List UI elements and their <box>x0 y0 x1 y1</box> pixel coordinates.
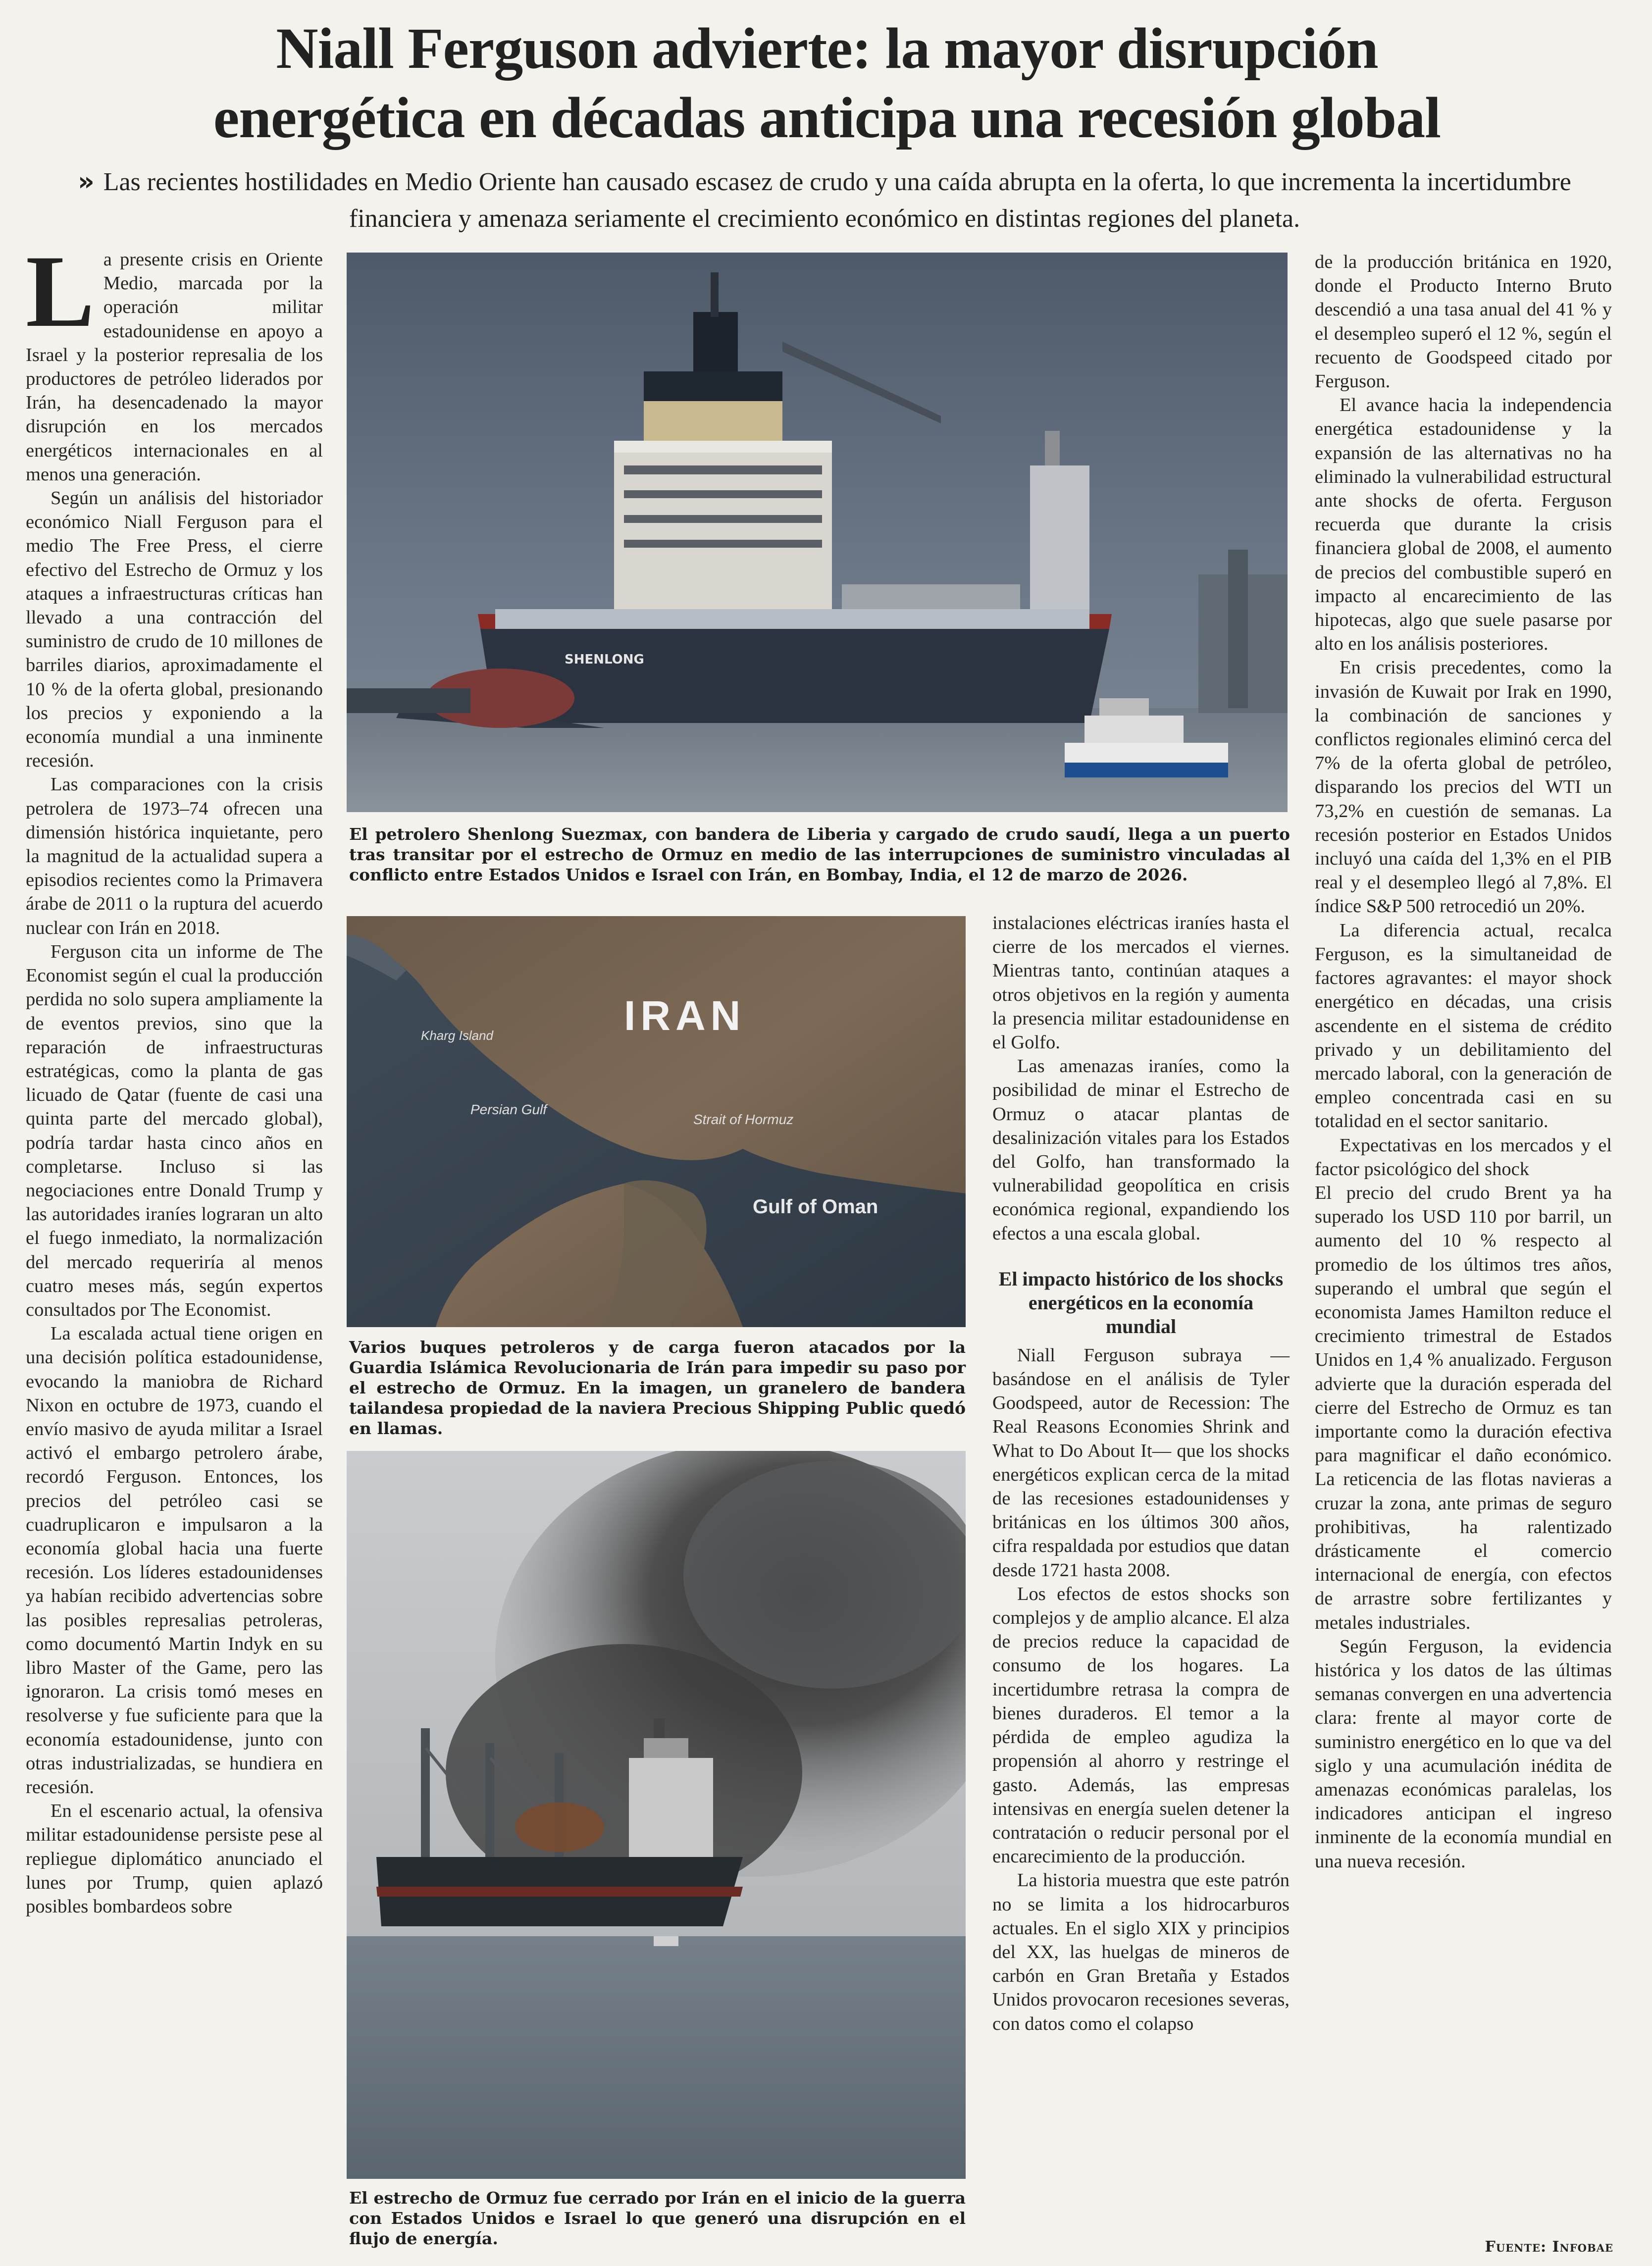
article-column-2 <box>992 911 1290 2036</box>
paragraph: La historia muestra que este patrón no se limita a los hidrocarburos actuales. En el siglo XIX y principios del XX, las huelgas de mineros de carbón en Gran Bretaña y Estados Unidos provocaron recesiones severas, con datos como el colapso <box>992 1870 1290 2034</box>
paragraph: Las comparaciones con la crisis petrolera de 1973–74 ofrecen una dimensión histórica inquietante, pero la magnitud de la actualidad supera a episodios recientes como la Primavera árabe de 2011 o la ruptura del acuerdo nuclear con Irán en 2018. <box>26 774 323 938</box>
deck-text: Las recientes hostilidades en Medio Oriente han causado escasez de crudo y una caída abrupta en la oferta, lo que incrementa la incertidumbre financiera y amenaza seriamente el crecimiento económico en distintas regiones del planeta. <box>103 168 1571 233</box>
burning-ship-photo <box>347 1451 966 2179</box>
paragraph: En el escenario actual, la ofensiva militar estadounidense persiste pese al repliegue diplomático anunciado el lunes por Trump, quien aplazó posibles bombardeos sobre <box>26 1801 323 1917</box>
paragraph: Ferguson cita un informe de The Economist según el cual la producción perdida no solo supera ampliamente la de eventos previos, sino que la reparación de infraestructuras estratégicas, como la planta de gas licuado de Qatar (fuente de casi una quinta parte del mercado global), podría tardar hasta cinco años en completarse. Incluso si las negociaciones entre Donald Trump y las autoridades iraníes lograran un alto el fuego inmediato, la normalización del mercado requeriría al menos cuatro meses más, según expertos consultados por The Economist. <box>26 941 323 1320</box>
chevron-right-icon: » <box>78 167 95 197</box>
paragraph: Expectativas en los mercados y el factor psicológico del shock <box>1315 1134 1612 1180</box>
deck <box>74 163 1575 237</box>
drop-cap: L <box>26 234 95 348</box>
article-column-1 <box>26 234 323 1918</box>
paragraph: Niall Ferguson subraya —basándose en el análisis de Tyler Goodspeed, autor de Recession: The Real Reasons Economies Shrink and What to Do About It— que los shocks energéticos explican cerca de la mitad de las recesiones estadounidenses y británicas en los últimos 300 años, cifra respaldada por estudios que datan desde 1721 hasta 2008. <box>992 1344 1290 1581</box>
paragraph: Las amenazas iraníes, como la posibilidad de minar el Estrecho de Ormuz o atacar plantas de desalinización vitales para los Estados del Golfo, han transformado la vulnerabilidad geopolítica en crisis económica regional, expandiendo los efectos a una escala global. <box>992 1056 1290 1244</box>
burning-ship-image <box>347 1451 966 2179</box>
paragraph: El avance hacia la independencia energética estadounidense y la expansión de las alternativas no ha eliminado la vulnerabilidad estructural ante shocks de oferta. Ferguson recuerda que durante la crisis financiera global de 2008, el aumento de precios del combustible superó en impacto al encarecimiento de las hipotecas, algo que suele pasarse por alto en los análisis posteriores. <box>1315 395 1612 655</box>
map-label-gulf-of-oman: Gulf of Oman <box>753 1196 878 1218</box>
map-graphic <box>347 916 966 1327</box>
map-image <box>347 916 966 1327</box>
paragraph: Los efectos de estos shocks son complejos y de amplio alcance. El alza de precios reduce la capacidad de consumo de los hogares. La incertidumbre retrasa la compra de bienes duraderos. El temor a la pérdida de empleo agudiza la propensión al ahorro y restringe el gasto. Además, las empresas intensivas en energía suelen detener la contratación o reducir personal por el encarecimiento de la producción. <box>992 1583 1290 1867</box>
paragraph: En crisis precedentes, como la invasión de Kuwait por Irak en 1990, la combinación de sanciones y conflictos regionales eliminó cerca del 7% de la oferta global de petróleo, disparando los precios del WTI un 73,2% en cuestión de semanas. La recesión posterior en Estados Unidos incluyó una caída del 1,3% en el PIB real y el desempleo llegó al 7,8%. El índice S&P 500 retrocedió un 20%. <box>1315 657 1612 917</box>
paragraph: La presente crisis en Oriente Medio, marcada por la operación militar estadounidense en apoyo a Israel y la posterior represalia de los productores de petróleo liderados por Irán, ha desencadenado la mayor disrupción en los mercados energéticos internacionales en al menos una generación. <box>26 234 323 485</box>
tanker-image <box>347 253 1288 812</box>
map-label-iran: IRAN <box>624 992 746 1039</box>
tanker-photo <box>347 253 1288 812</box>
map-label-hormuz: Strait of Hormuz <box>693 1112 794 1127</box>
paragraph: de la producción británica en 1920, donde el Producto Interno Bruto descendió a una tasa anual del 41 % y el desempleo superó el 12 %, según el recuento de Goodspeed citado por Ferguson. <box>1315 252 1612 392</box>
headline <box>40 14 1614 153</box>
map-label-kharg: Kharg Island <box>421 1028 493 1043</box>
section-subhead: El impacto histórico de los shocks energéticos en la economía mundial <box>998 1267 1284 1338</box>
map-label-persian-gulf: Persian Gulf <box>470 1102 547 1117</box>
paragraph: instalaciones eléctricas iraníes hasta el cierre de los mercados el viernes. Mientras tanto, continúan ataques a otros objetivos en la región y aumenta la presencia militar estadounidense en el Golfo. <box>992 913 1290 1053</box>
map-caption: Varios buques petroleros y de carga fueron atacados por la Guardia Islámica Revolucionaria de Irán para impedir su paso por el estrecho de Ormuz. En la imagen, un granelero de bandera tailandesa propiedad de la naviera Precious Shipping Public quedó en llamas. <box>349 1338 966 1438</box>
paragraph: Según Ferguson, la evidencia histórica y los datos de las últimas semanas convergen en una advertencia clara: frente al mayor corte de suministro energético en lo que va del siglo y una acumulación inédita de amenazas económicas paralelas, los indicadores anticipan el ingreso inminente de la economía mundial en una nueva recesión. <box>1315 1636 1612 1872</box>
hull-name-label: SHENLONG <box>565 652 644 667</box>
source-credit: Fuente: Infobae <box>1485 2238 1613 2256</box>
paragraph: La diferencia actual, recalca Ferguson, es la simultaneidad de factores agravantes: el mayor shock energético en décadas, una crisis ascendente en el sistema de crédito privado y un debilitamiento del mercado laboral, con la generación de empleo concentrada casi en su totalidad en el sector sanitario. <box>1315 920 1612 1132</box>
article-column-3 <box>1315 250 1612 1873</box>
headline-line-2: energética en décadas anticipa una recesión global <box>213 85 1441 150</box>
paragraph: El precio del crudo Brent ya ha superado los USD 110 por barril, un aumento del 10 % respecto al promedio de los últimos tres años, superando el umbral que según el economista James Hamilton reduce el crecimiento trimestral de Estados Unidos en 1,4 % anualizado. Ferguson advierte que la duración esperada del cierre del Estrecho de Ormuz es tan importante como la duración efectiva para magnificar el daño económico. La reticencia de las flotas navieras a cruzar la zona, ante primas de seguro prohibitivas, ha ralentizado drásticamente el comercio internacional de energía, con efectos de arrastre sobre fertilizantes y metales industriales. <box>1315 1182 1612 1633</box>
burning-ship-caption: El estrecho de Ormuz fue cerrado por Irán en el inicio de la guerra con Estados Unidos e Israel lo que generó una disrupción en el flujo de energía. <box>349 2188 966 2248</box>
paragraph: Según un análisis del historiador económico Niall Ferguson para el medio The Free Press, el cierre efectivo del Estrecho de Ormuz y los ataques a infraestructuras críticas han llevado a una contracción del suministro de crudo de 10 millones de barriles diarios, aproximadamente el 10 % de la oferta global, presionando los precios y exponiendo a la economía mundial a una inminente recesión. <box>26 488 323 772</box>
tanker-photo-caption: El petrolero Shenlong Suezmax, con bandera de Liberia y cargado de crudo saudí, llega a un puerto tras transitar por el estrecho de Ormuz en medio de las interrupciones de suministro vinculadas al conflicto entre Estados Unidos e Israel con Irán, en Bombay, India, el 12 de marzo de 2026. <box>349 824 1290 884</box>
headline-line-1: Niall Ferguson advierte: la mayor disrupción <box>276 16 1378 81</box>
paragraph: La escalada actual tiene origen en una decisión política estadounidense, evocando la maniobra de Richard Nixon en octubre de 1973, cuando el envío masivo de ayuda militar a Israel activó el embargo petrolero árabe, recordó Ferguson. Entonces, los precios del petróleo casi se cuadruplicaron e impulsaron a la economía global hacia una fuerte recesión. Los líderes estadounidenses ya habían recibido advertencias sobre las posibles represalias petroleras, como documentó Martin Indyk en su libro Master of the Game, pero las ignoraron. La crisis tomó meses en resolverse y fue suficiente para que la economía estadounidense, junto con otras industrializadas, se hundiera en recesión. <box>26 1323 323 1798</box>
